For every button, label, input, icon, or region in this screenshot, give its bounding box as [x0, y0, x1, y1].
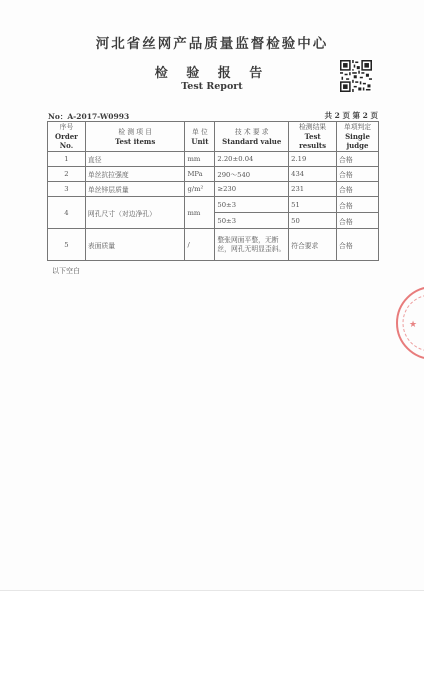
header-unit-cn: 单 位 [192, 127, 208, 136]
cell-result: 2.19 [289, 152, 337, 167]
svg-text:★: ★ [409, 320, 418, 330]
header-unit [185, 122, 215, 152]
blank-below-note: 以下空白 [52, 267, 80, 275]
table-row [48, 197, 379, 213]
cell-judge: 合格 [337, 152, 379, 167]
header-items-cn: 检 测 项 目 [118, 127, 153, 136]
cell-item: 单丝锌层质量 [85, 182, 185, 197]
cell-standard: 290～540 [215, 167, 289, 182]
cell-standard: 整张网面平整，无断丝，网孔无明显歪斜。 [215, 229, 289, 261]
header-results [289, 122, 337, 152]
cell-judge: 合格 [337, 213, 379, 229]
cell-order: 3 [48, 182, 86, 197]
table-row [48, 182, 379, 197]
cell-order: 5 [48, 229, 86, 261]
header-order-cn: 序号 [59, 123, 74, 131]
table-row [48, 229, 379, 261]
cell-item: 单丝抗拉强度 [85, 167, 185, 182]
cell-item: 表面质量 [85, 229, 185, 261]
header-results-cn: 检测结果 [299, 123, 327, 131]
table-row [48, 152, 379, 167]
cell-judge: 合格 [337, 229, 379, 261]
header-judge-cn: 单项判定 [343, 123, 372, 131]
report-title-cn: 检 验 报 告 [154, 66, 270, 81]
cell-unit: g/m² [185, 182, 215, 197]
cell-order: 4 [48, 197, 86, 229]
organization-name: 河北省丝网产品质量监督检验中心 [95, 36, 329, 52]
cell-result: 符合要求 [289, 229, 337, 261]
cell-result: 231 [289, 182, 337, 197]
table-header-row [48, 122, 379, 152]
qr-code-icon [340, 60, 372, 92]
cell-item: 网孔尺寸（对边净孔） [85, 197, 185, 229]
cell-unit: mm [185, 152, 215, 167]
test-results-table [47, 121, 379, 261]
cell-judge: 合格 [337, 197, 379, 213]
cell-order: 2 [48, 167, 86, 182]
cell-standard: 50±3 [215, 197, 289, 213]
page-info: 共 2 页 第 2 页 [324, 111, 378, 120]
cell-item: 直径 [85, 152, 185, 167]
cell-standard: ≥230 [215, 182, 289, 197]
cell-unit: / [185, 229, 215, 261]
cell-judge: 合格 [337, 182, 379, 197]
header-standard-en: Standard value [222, 136, 282, 146]
cell-standard: 2.20±0.04 [215, 152, 289, 167]
header-standard-cn: 技 术 要 求 [234, 127, 269, 136]
cell-order: 1 [48, 152, 86, 167]
header-results-en: Test results [299, 132, 327, 150]
header-standard [215, 122, 289, 152]
cell-unit: MPa [185, 167, 215, 182]
cell-result: 51 [289, 197, 337, 213]
header-order-en: Order No. [55, 132, 78, 150]
header-unit-en: Unit [191, 136, 209, 146]
cell-result: 50 [289, 213, 337, 229]
cell-result: 434 [289, 167, 337, 182]
table-row [48, 167, 379, 182]
cell-standard: 50±3 [215, 213, 289, 229]
report-number: No：A-2017-W0993 [48, 112, 130, 121]
report-title-en: Test Report [181, 81, 243, 92]
header-judge-en: Single judge [345, 132, 370, 150]
header-items [85, 122, 185, 152]
cell-unit: mm [185, 197, 215, 229]
header-judge [337, 122, 379, 152]
header-order [48, 122, 86, 152]
header-items-en: Test items [115, 136, 156, 146]
cell-judge: 合格 [337, 167, 379, 182]
official-seal-icon [395, 283, 424, 363]
